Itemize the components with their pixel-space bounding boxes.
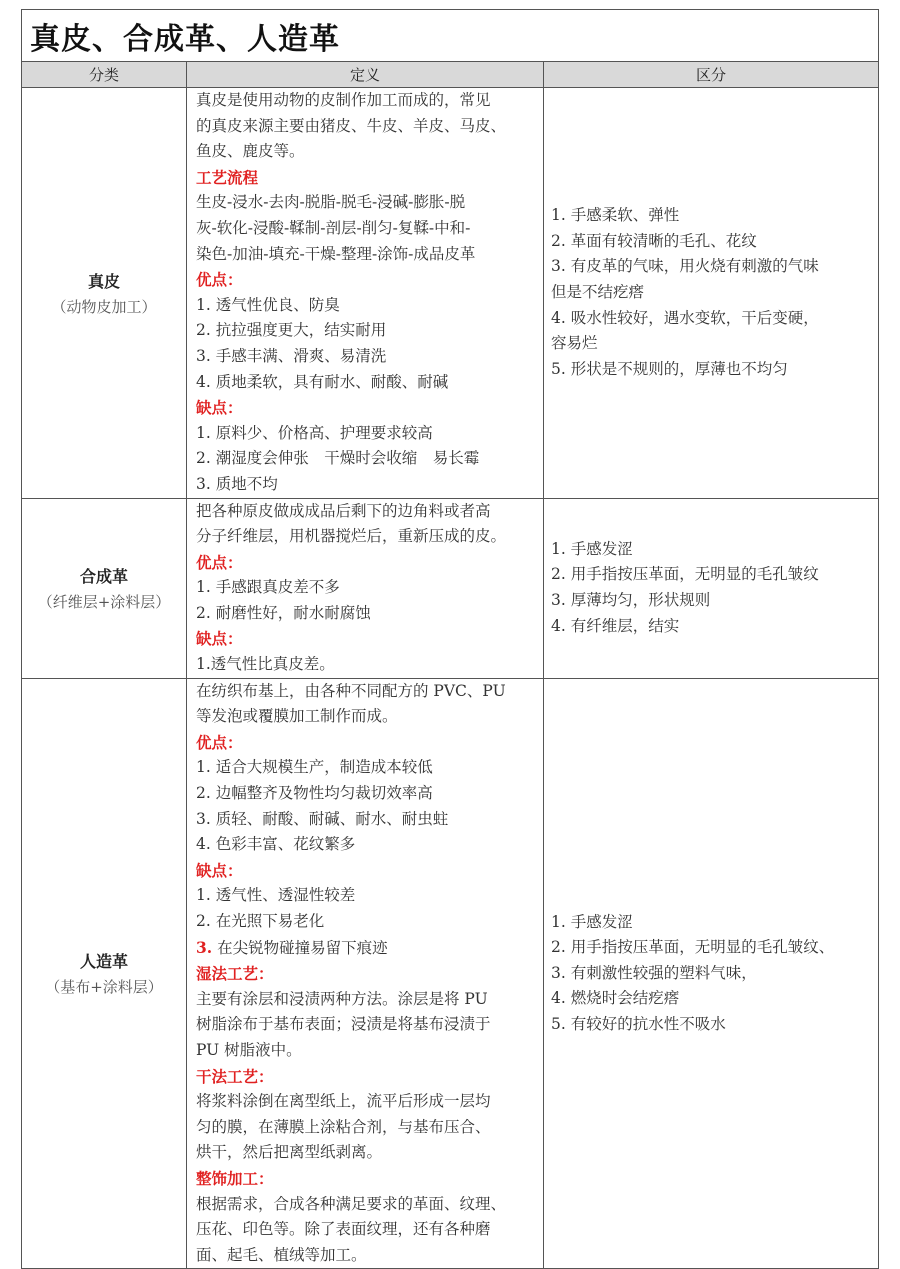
definition-line: 3. 质地不均 [196,474,278,493]
definition-line: 2. 抗拉强度更大，结实耐用 [196,321,387,340]
table-row [22,88,879,499]
difference-line: 4. 有纤维层，结实 [551,616,680,635]
definition-cell [187,88,544,499]
section-heading: 缺点： [196,398,243,418]
difference-line: 1. 手感发涩 [551,539,633,558]
definition-line: 树脂涂布于基布表面；浸渍是将基布浸渍于 [196,1015,491,1034]
definition-line: 1. 透气性优良、防臭 [196,295,340,314]
item-text: 在尖锐物碰撞易留下痕迹 [217,938,388,957]
definition-cell [187,678,544,1269]
definition-line: 灰-软化-浸酸-鞣制-剖层-削匀-复鞣-中和- [196,218,471,237]
definition-line: 的真皮来源主要由猪皮、牛皮、羊皮、马皮、 [196,116,507,135]
table-body [22,88,879,1269]
table-row [22,498,879,678]
section-heading: 优点： [196,732,243,752]
definition-line: 烘干，然后把离型纸剥离。 [196,1143,383,1162]
comparison-table [21,9,879,1269]
definition-line: 1.透气性比真皮差。 [196,655,335,674]
difference-line: 3. 有皮革的气味，用火烧有刺激的气味 [551,257,819,276]
definition-line: 在纺织布基上，由各种不同配方的 PVC、PU [196,681,506,700]
difference-line: 2. 革面有较清晰的毛孔、花纹 [551,231,757,250]
category-name: 人造革 [79,952,128,972]
difference-line: 3. 有刺激性较强的塑料气味， [551,963,757,982]
definition-line: 真皮是使用动物的皮制作加工而成的，常见 [196,91,491,109]
comparison-document [21,9,878,1269]
definition-line: 将浆料涂倒在离型纸上，流平后形成一层均 [196,1092,491,1111]
definition-line: 1. 透气性、透湿性较差 [196,886,356,905]
definition-line: 面、起毛、植绒等加工。 [196,1245,367,1264]
definition-line: 3. 质轻、耐酸、耐碱、耐水、耐虫蛀 [196,809,449,828]
definition-line: 2. 边幅整齐及物性均匀裁切效率高 [196,784,433,803]
difference-line: 5. 形状是不规则的，厚薄也不均匀 [551,359,788,378]
category-subtitle: （动物皮加工） [51,297,157,316]
definition-line: PU 树脂液中。 [196,1040,302,1059]
definition-cell [187,498,544,678]
difference-line: 但是不结疙瘩 [551,282,645,301]
definition-line: 生皮-浸水-去肉-脱脂-脱毛-浸碱-膨胀-脱 [196,193,466,212]
definition-line: 1. 手感跟真皮差不多 [196,578,340,597]
page-title: 真皮、合成革、人造革 [30,21,340,57]
section-heading: 优点： [196,270,243,290]
definition-line [196,935,537,962]
definition-line: 根据需求，合成各种满足要求的革面、纹理、 [196,1194,507,1213]
definition-line: 2. 耐磨性好，耐水耐腐蚀 [196,603,371,622]
header-row [22,62,879,88]
section-heading: 工艺流程 [196,167,259,187]
definition-line: 主要有涂层和浸渍两种方法。涂层是将 PU [196,989,488,1008]
difference-cell [544,88,879,499]
section-heading: 缺点： [196,860,243,880]
difference-line: 5. 有较好的抗水性不吸水 [551,1014,726,1033]
section-heading: 湿法工艺： [196,964,274,984]
definition-line: 鱼皮、鹿皮等。 [196,142,305,161]
header-definition: 定义 [187,62,544,88]
definition-line: 4. 色彩丰富、花纹繁多 [196,835,356,854]
category-name: 合成革 [79,567,128,587]
category-name: 真皮 [87,271,120,291]
difference-line: 4. 燃烧时会结疙瘩 [551,989,680,1008]
definition-line: 3. 手感丰满、滑爽、易清洗 [196,346,387,365]
difference-line: 2. 用手指按压革面，无明显的毛孔皱纹、 [551,938,835,957]
difference-line: 1. 手感发涩 [551,912,633,931]
difference-cell [544,678,879,1269]
definition-line: 染色-加油-填充-干燥-整理-涂饰-成品皮革 [196,244,476,263]
difference-line: 1. 手感柔软、弹性 [551,206,680,225]
section-heading: 干法工艺： [196,1066,274,1086]
category-cell [22,678,187,1269]
category-cell [22,88,187,499]
difference-line: 3. 厚薄均匀，形状规则 [551,591,711,610]
definition-line: 分子纤维层，用机器搅烂后，重新压成的皮。 [196,527,507,546]
category-subtitle: （纤维层+涂料层） [37,593,171,612]
difference-line: 容易烂 [551,334,598,353]
definition-line: 压花、印色等。除了表面纹理，还有各种磨 [196,1220,491,1239]
difference-line: 4. 吸水性较好，遇水变软，干后变硬， [551,308,819,327]
definition-line: 4. 质地柔软，具有耐水、耐酸、耐碱 [196,372,449,391]
category-cell [22,498,187,678]
definition-line: 匀的膜，在薄膜上涂粘合剂，与基布压合、 [196,1117,491,1136]
difference-cell [544,498,879,678]
header-category: 分类 [22,62,187,88]
section-heading: 缺点： [196,629,243,649]
definition-line: 1. 原料少、价格高、护理要求较高 [196,423,433,442]
header-difference: 区分 [544,62,879,88]
section-heading: 整饰加工： [196,1168,274,1188]
definition-line: 2. 在光照下易老化 [196,912,325,930]
title-cell [22,10,879,62]
definition-line: 把各种原皮做成成品后剩下的边角料或者高 [196,501,491,520]
category-subtitle: （基布+涂料层） [45,978,163,997]
table-row [22,678,879,1269]
definition-line: 1. 适合大规模生产，制造成本较低 [196,758,433,777]
definition-line: 等发泡或覆膜加工制作而成。 [196,707,398,726]
definition-line: 2. 潮湿度会伸张 干燥时会收缩 易长霉 [196,449,480,468]
difference-line: 2. 用手指按压革面，无明显的毛孔皱纹 [551,565,819,584]
item-number: 3. [196,937,213,957]
section-heading: 优点： [196,552,243,572]
